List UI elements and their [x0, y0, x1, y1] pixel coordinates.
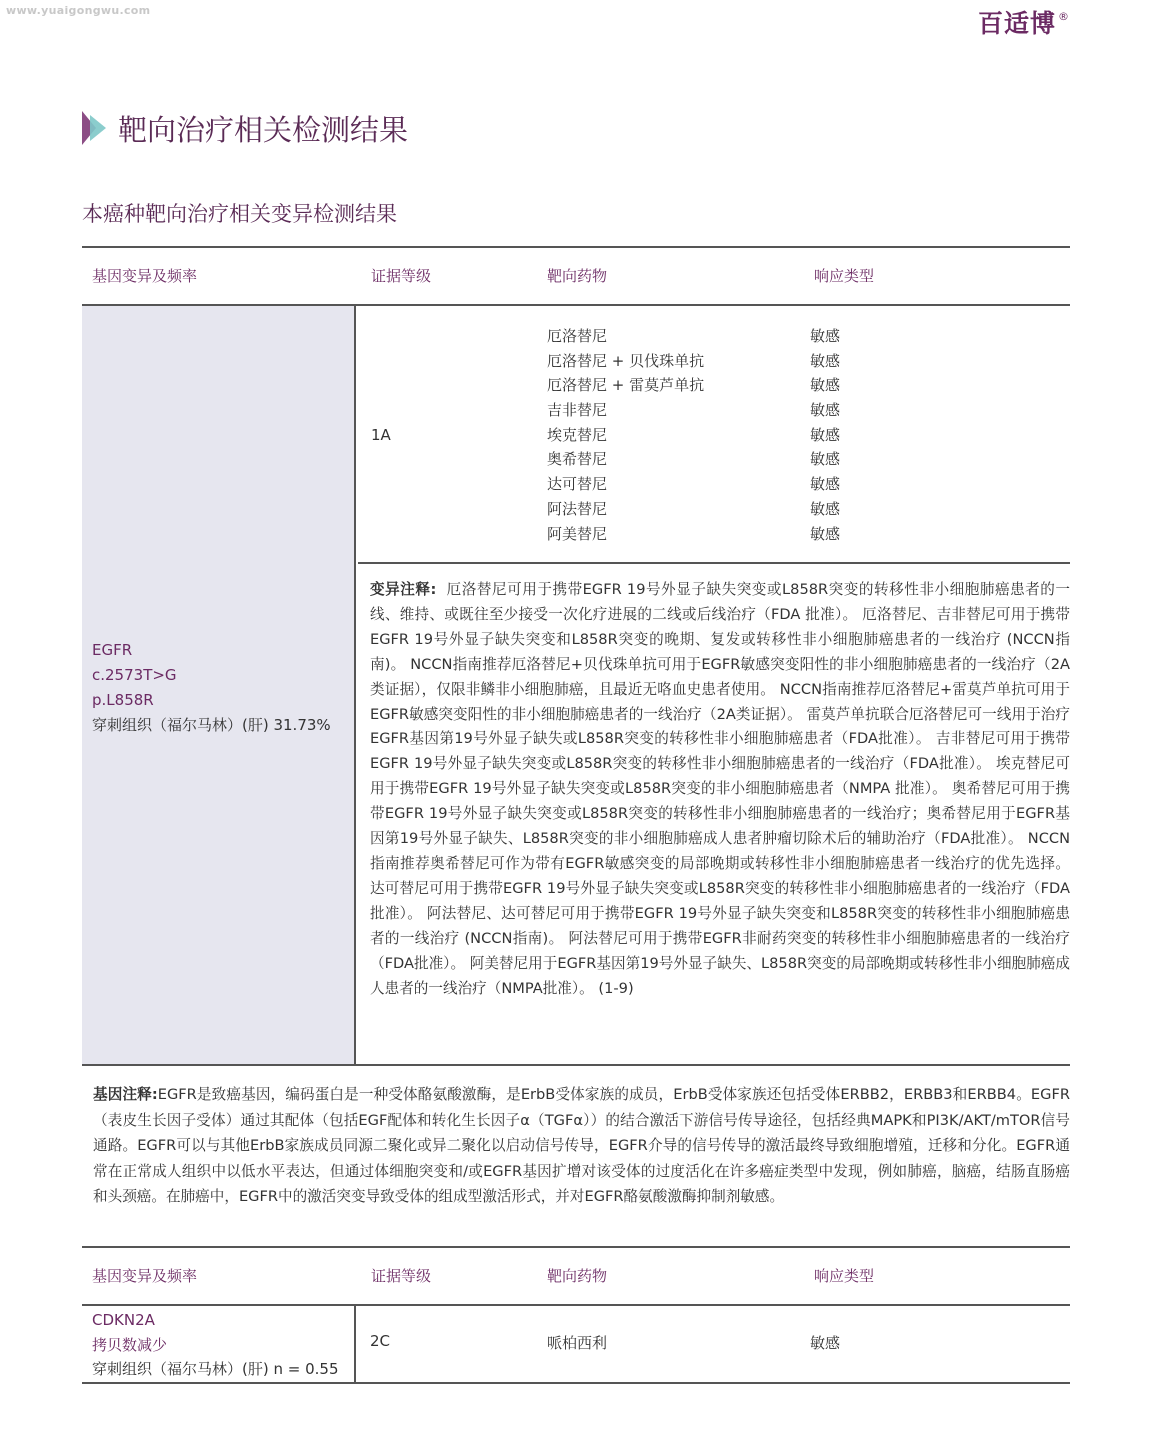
gene-annotation-text: EGFR是致癌基因，编码蛋白是一种受体酪氨酸激酶，是ErbB受体家族的成员，ErbB受体家族还包括受体ERBB2，ERBB3和ERBB4。EGFR（表皮生长因子受体）通过其配体（包括EGF配体和转化生长因子α（TGFα））的结合激活下游信号传导途径，包括经典MAPK和PI3K/AKT/mTOR信号通路。EGFR可以与其他ErbB家族成员同源二聚化或异二聚化以启动信号传导，EGFR介导的信号传导的激活最终导致细胞增殖，迁移和分化。EGFR通常在正常成人组织中以低水平表达，但通过体细胞突变和/或EGFR基因扩增对该受体的过度活化在许多癌症类型中发现，例如肺癌，脑癌，结肠直肠癌和头颈癌。在肺癌中，EGFR中的激活突变导致受体的组成型激活形式，并对EGFR酪氨酸激酶抑制剂敏感。 [93, 1086, 1070, 1205]
drug-name: 吉非替尼 [547, 401, 608, 420]
results-table-cdkn2a [82, 1246, 1070, 1384]
drug-row [547, 423, 947, 448]
table-header [82, 1246, 1070, 1306]
gene-annotation [93, 1082, 1070, 1210]
gene-protein: p.L858R [92, 691, 154, 709]
evidence-level: 2C [370, 1332, 391, 1350]
drug-name: 奥希替尼 [547, 450, 608, 469]
subsection-title: 本癌种靶向治疗相关变异检测结果 [82, 202, 397, 226]
variant-annotation-label: 变异注释: [370, 581, 437, 598]
brand-name: 百适博 [977, 9, 1056, 38]
col-header-gene: 基因变异及频率 [92, 1267, 198, 1285]
drug-row [547, 373, 947, 398]
drug-response: 敏感 [810, 499, 841, 518]
drug-response: 敏感 [810, 327, 841, 345]
gene-name: EGFR [92, 641, 133, 659]
gene-sample-frequency: 穿刺组织（福尔马林）(肝) n = 0.55 [92, 1360, 339, 1378]
variant-annotation [370, 578, 1070, 1001]
col-header-drug: 靶向药物 [547, 1267, 608, 1285]
gene-alteration: 拷贝数减少 [92, 1335, 168, 1354]
drug-section [358, 306, 1070, 564]
col-header-level: 证据等级 [371, 1267, 432, 1285]
gene-sample-frequency: 穿刺组织（福尔马林）(肝) 31.73% [92, 716, 331, 734]
drug-row [547, 522, 947, 547]
drug-response: 敏感 [810, 475, 841, 494]
col-header-drug: 靶向药物 [547, 267, 608, 285]
results-table-egfr [82, 246, 1070, 1066]
gene-annotation-label: 基因注释: [93, 1086, 158, 1103]
col-header-response: 响应类型 [814, 267, 875, 285]
drug-row [547, 398, 947, 423]
col-header-response: 响应类型 [814, 1267, 875, 1285]
drug-name: 厄洛替尼 + 雷莫芦单抗 [547, 376, 705, 395]
drug-name: 厄洛替尼 [547, 327, 608, 345]
drug-name: 阿美替尼 [547, 524, 608, 543]
drug-name: 埃克替尼 [547, 425, 608, 444]
drug-response: 敏感 [810, 524, 841, 543]
table-body [82, 1306, 1070, 1384]
drug-response: 敏感 [810, 450, 841, 469]
drug-name: 厄洛替尼 + 贝伐珠单抗 [547, 351, 705, 370]
drug-response: 敏感 [810, 1334, 841, 1352]
table-body [82, 306, 1070, 1066]
col-header-level: 证据等级 [371, 267, 432, 285]
drug-name: 达可替尼 [547, 475, 608, 494]
section-header [82, 108, 408, 148]
drug-name: 哌柏西利 [547, 1334, 608, 1352]
drug-row [547, 447, 947, 472]
drug-row [547, 324, 947, 349]
evidence-level: 1A [371, 426, 391, 444]
section-title: 靶向治疗相关检测结果 [118, 112, 409, 147]
gene-cell [82, 1306, 356, 1382]
drug-list [547, 324, 947, 546]
drug-response: 敏感 [810, 351, 841, 370]
watermark: www.yuaigongwu.com [6, 4, 151, 17]
gene-cell [82, 306, 356, 1064]
gene-info [92, 638, 331, 738]
col-header-gene: 基因变异及频率 [92, 267, 198, 285]
registered-mark: ® [1058, 9, 1070, 23]
gene-info [92, 1308, 338, 1382]
brand-logo [978, 4, 1070, 40]
table-header [82, 246, 1070, 306]
drug-name: 阿法替尼 [547, 499, 608, 518]
chevron-arrow-icon [82, 111, 108, 145]
drug-row [547, 349, 947, 374]
drug-response: 敏感 [810, 425, 841, 444]
drug-response: 敏感 [810, 376, 841, 395]
drug-row [547, 497, 947, 522]
drug-row [547, 472, 947, 497]
drug-response: 敏感 [810, 401, 841, 420]
gene-cdna: c.2573T>G [92, 666, 177, 684]
gene-name: CDKN2A [92, 1311, 155, 1329]
variant-annotation-text: 厄洛替尼可用于携带EGFR 19号外显子缺失突变或L858R突变的转移性非小细胞肺癌患者的一线、维持、或既往至少接受一次化疗进展的二线或后线治疗（FDA 批准）。 厄洛替尼、吉非替尼可用于携带EGFR 19号外显子缺失突变和L858R突变的晚期、复发或转移性非小细胞肺癌患者的一线治疗 (NCCN指南)。 NCCN指南推荐厄洛替尼+贝伐珠单抗可用于EGFR敏感突变阳性的非小细胞肺癌患者的一线治疗（2A类证据），仅限非鳞非小细胞肺癌，且最近无咯血史患者使用。 NCCN指南推荐厄洛替尼+雷莫芦单抗可用于EGFR敏感突变阳性的非小细胞肺癌患者的一线治疗（2A类证据）。 雷莫芦单抗联合厄洛替尼可一线用于治疗EGFR基因第19号外显子缺失或L858R突变的转移性非小细胞肺癌患者（FDA批准）。 吉非替尼可用于携带EGFR 19号外显子缺失突变或L858R突变的转移性非小细胞肺癌患者的一线治疗（FDA批准）。 埃克替尼可用于携带EGFR 19号外显子缺失突变或L858R突变的非小细胞肺癌患者（NMPA 批准）。 奥希替尼可用于携带EGFR 19号外显子缺失突变或L858R突变的转移性非小细胞肺癌患者的一线治疗；奥希替尼用于EGFR基因第19号外显子缺失、L858R突变的非小细胞肺癌成人患者肿瘤切除术后的辅助治疗（FDA批准）。 NCCN指南推荐奥希替尼可作为带有EGFR敏感突变的局部晚期或转移性非小细胞肺癌患者一线治疗的优先选择。 达可替尼可用于携带EGFR 19号外显子缺失突变或L858R突变的转移性非小细胞肺癌患者的一线治疗（FDA批准）。 阿法替尼、达可替尼可用于携带EGFR 19号外显子缺失突变和L858R突变的转移性非小细胞肺癌患者的一线治疗 (NCCN指南)。 阿法替尼可用于携带EGFR非耐药突变的转移性非小细胞肺癌患者的一线治疗（FDA批准）。 阿美替尼用于EGFR基因第19号外显子缺失、L858R突变的局部晚期或转移性非小细胞肺癌成人患者的一线治疗（NMPA批准）。 (1-9) [370, 581, 1071, 997]
